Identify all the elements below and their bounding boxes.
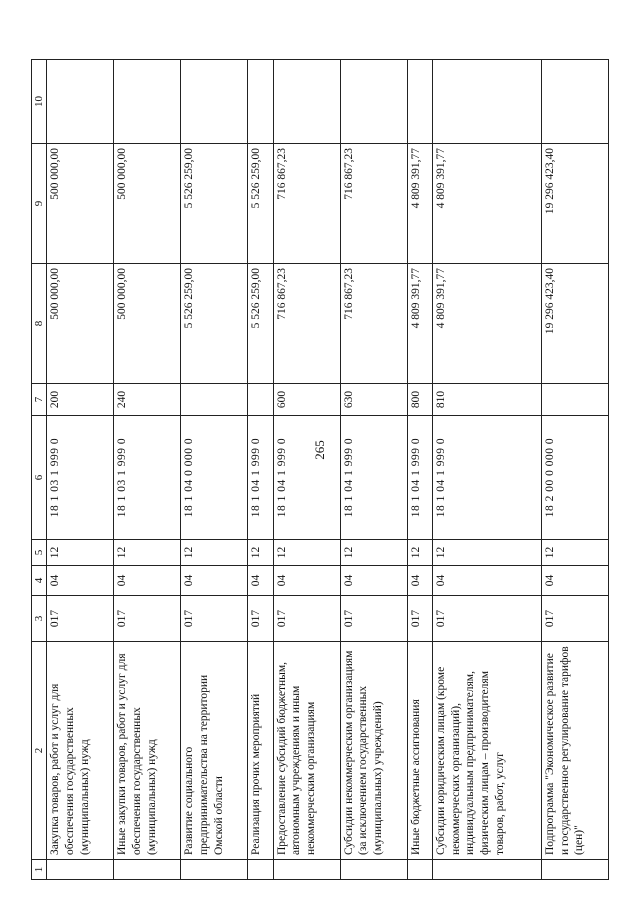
expense-type-code: 240	[114, 384, 181, 416]
table-body	[47, 60, 609, 880]
table-row	[114, 60, 181, 880]
column-number-2: 2	[32, 642, 47, 860]
table-row	[181, 60, 248, 880]
table-row	[407, 60, 432, 880]
amount-col-9: 19 296 423,40	[541, 144, 608, 264]
amount-col-8: 500 000,00	[47, 264, 114, 384]
expense-type-code: 630	[340, 384, 407, 416]
target-article-code: 18 1 03 1 999 0	[114, 416, 181, 540]
subsection-code: 12	[432, 540, 541, 566]
subsection-code: 12	[248, 540, 273, 566]
column-number-3: 3	[32, 596, 47, 642]
amount-col-9: 500 000,00	[47, 144, 114, 264]
section-code: 04	[407, 566, 432, 596]
section-code: 04	[47, 566, 114, 596]
amount-col-9: 5 526 259,00	[181, 144, 248, 264]
section-code: 04	[432, 566, 541, 596]
page-number: 265	[312, 440, 327, 460]
budget-table	[31, 59, 609, 880]
amount-col-9: 716 867,23	[340, 144, 407, 264]
table-row	[273, 60, 340, 880]
amount-col-9: 5 526 259,00	[248, 144, 273, 264]
column-number-1: 1	[32, 860, 47, 880]
table-row	[47, 60, 114, 880]
target-article-code: 18 2 00 0 000 0	[541, 416, 608, 540]
item-name: Развитие социального предпринимательства на территории Омской области	[181, 642, 248, 860]
section-code: 04	[340, 566, 407, 596]
admin-code: 017	[47, 596, 114, 642]
col-10-cell	[407, 60, 432, 144]
item-name: Предоставление субсидий бюджетным, автономным учреждениям и иным некоммерческим организациям	[273, 642, 340, 860]
item-name: Закупка товаров, работ и услуг для обеспечения государственных (муниципальных) нужд	[47, 642, 114, 860]
amount-col-8: 500 000,00	[114, 264, 181, 384]
amount-col-9: 500 000,00	[114, 144, 181, 264]
section-code: 04	[114, 566, 181, 596]
expense-type-code: 600	[273, 384, 340, 416]
col-10-cell	[340, 60, 407, 144]
target-article-code: 18 1 04 1 999 0	[273, 416, 340, 540]
subsection-code: 12	[340, 540, 407, 566]
col-1-cell	[114, 860, 181, 880]
section-code: 04	[273, 566, 340, 596]
col-1-cell	[541, 860, 608, 880]
amount-col-8: 716 867,23	[340, 264, 407, 384]
table-row	[340, 60, 407, 880]
section-code: 04	[248, 566, 273, 596]
admin-code: 017	[541, 596, 608, 642]
item-name: Субсидии юридическим лицам (кроме некоммерческих организаций), индивидуальным предпринимателям, физическим лицам – производителям товаров, работ, услуг	[432, 642, 541, 860]
target-article-code: 18 1 04 1 999 0	[248, 416, 273, 540]
amount-col-9: 4 809 391,77	[407, 144, 432, 264]
table-row	[248, 60, 273, 880]
section-code: 04	[541, 566, 608, 596]
admin-code: 017	[114, 596, 181, 642]
amount-col-9: 4 809 391,77	[432, 144, 541, 264]
expense-type-code: 200	[47, 384, 114, 416]
expense-type-code	[248, 384, 273, 416]
admin-code: 017	[181, 596, 248, 642]
col-10-cell	[248, 60, 273, 144]
amount-col-8: 4 809 391,77	[432, 264, 541, 384]
admin-code: 017	[407, 596, 432, 642]
col-1-cell	[432, 860, 541, 880]
column-number-10: 10	[32, 60, 47, 144]
col-10-cell	[114, 60, 181, 144]
item-name: Иные бюджетные ассигнования	[407, 642, 432, 860]
col-1-cell	[340, 860, 407, 880]
column-number-4: 4	[32, 566, 47, 596]
column-number-6: 6	[32, 416, 47, 540]
subsection-code: 12	[114, 540, 181, 566]
expense-type-code: 800	[407, 384, 432, 416]
target-article-code: 18 1 03 1 999 0	[47, 416, 114, 540]
subsection-code: 12	[273, 540, 340, 566]
amount-col-9: 716 867,23	[273, 144, 340, 264]
item-name: Субсидии некоммерческим организациям (за исключением государственных (муниципальных) учреждений)	[340, 642, 407, 860]
col-10-cell	[47, 60, 114, 144]
col-10-cell	[432, 60, 541, 144]
column-number-5: 5	[32, 540, 47, 566]
col-1-cell	[181, 860, 248, 880]
amount-col-8: 19 296 423,40	[541, 264, 608, 384]
amount-col-8: 5 526 259,00	[248, 264, 273, 384]
column-number-7: 7	[32, 384, 47, 416]
table-row	[541, 60, 608, 880]
target-article-code: 18 1 04 1 999 0	[407, 416, 432, 540]
target-article-code: 18 1 04 1 999 0	[340, 416, 407, 540]
expense-type-code	[541, 384, 608, 416]
admin-code: 017	[248, 596, 273, 642]
admin-code: 017	[273, 596, 340, 642]
section-code: 04	[181, 566, 248, 596]
subsection-code: 12	[541, 540, 608, 566]
subsection-code: 12	[407, 540, 432, 566]
amount-col-8: 716 867,23	[273, 264, 340, 384]
item-name: Реализация прочих мероприятий	[248, 642, 273, 860]
amount-col-8: 5 526 259,00	[181, 264, 248, 384]
target-article-code: 18 1 04 1 999 0	[432, 416, 541, 540]
target-article-code: 18 1 04 0 000 0	[181, 416, 248, 540]
budget-table-rotated	[31, 60, 609, 880]
column-number-row	[32, 60, 47, 880]
col-10-cell	[541, 60, 608, 144]
subsection-code: 12	[181, 540, 248, 566]
amount-col-8: 4 809 391,77	[407, 264, 432, 384]
col-1-cell	[47, 860, 114, 880]
expense-type-code	[181, 384, 248, 416]
item-name: Подпрограмма "Экономическое развитие и государственное регулирование тарифов (цен)"	[541, 642, 608, 860]
column-number-9: 9	[32, 144, 47, 264]
table-row	[432, 60, 541, 880]
col-10-cell	[273, 60, 340, 144]
col-1-cell	[248, 860, 273, 880]
column-number-8: 8	[32, 264, 47, 384]
item-name: Иные закупки товаров, работ и услуг для обеспечения государственных (муниципальных) нужд	[114, 642, 181, 860]
admin-code: 017	[432, 596, 541, 642]
subsection-code: 12	[47, 540, 114, 566]
col-1-cell	[407, 860, 432, 880]
col-1-cell	[273, 860, 340, 880]
col-10-cell	[181, 60, 248, 144]
admin-code: 017	[340, 596, 407, 642]
expense-type-code: 810	[432, 384, 541, 416]
